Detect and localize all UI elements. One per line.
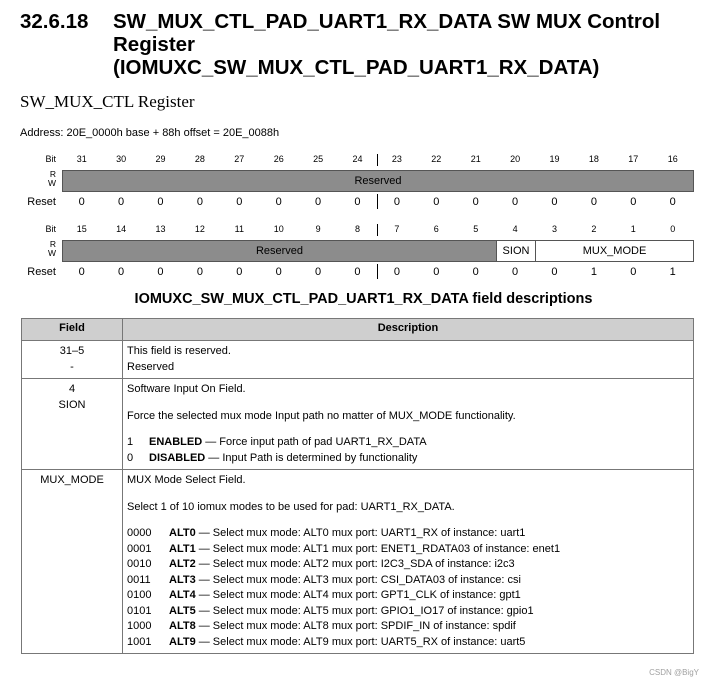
value-row bbox=[127, 588, 689, 604]
mux-mode-field: MUX_MODE bbox=[535, 240, 694, 262]
register-diagram-upper bbox=[0, 154, 707, 224]
value-name: ALT4 bbox=[169, 589, 196, 601]
reset-value: 0 bbox=[118, 266, 125, 278]
description-text: Reserved bbox=[127, 360, 175, 373]
value-list bbox=[127, 435, 689, 466]
rw-label bbox=[40, 170, 56, 188]
value-description: ENABLED — Force input path of pad UART1_RX_DATA bbox=[149, 436, 427, 448]
reset-value: 0 bbox=[236, 266, 243, 278]
title-line: (IOMUXC_SW_MUX_CTL_PAD_UART1_RX_DATA) bbox=[113, 56, 600, 79]
reset-value: 0 bbox=[551, 266, 558, 278]
value-description: ALT9 — Select mux mode: ALT9 mux port: UART5_RX of instance: uart5 bbox=[169, 635, 526, 648]
register-diagram-lower bbox=[0, 224, 707, 294]
description-cell bbox=[123, 470, 694, 654]
reset-value: 0 bbox=[78, 196, 85, 208]
reset-value: 0 bbox=[472, 266, 479, 278]
field-cell bbox=[22, 341, 123, 379]
reset-value: 0 bbox=[315, 196, 322, 208]
value-name: ALT2 bbox=[169, 558, 196, 570]
field-descriptions-table bbox=[21, 318, 694, 654]
reset-value: 0 bbox=[433, 266, 440, 278]
bit-number: 1 bbox=[630, 224, 636, 234]
bit-number: 30 bbox=[116, 154, 127, 164]
bit-number: 18 bbox=[588, 154, 599, 164]
value-code: 0001 bbox=[127, 542, 152, 555]
bit-number: 19 bbox=[549, 154, 560, 164]
bit-number: 14 bbox=[116, 224, 127, 234]
field-cell bbox=[22, 379, 123, 470]
bit-label: Bit bbox=[45, 224, 56, 234]
reset-value: 0 bbox=[669, 196, 676, 208]
reset-value: 0 bbox=[630, 266, 637, 278]
value-code: 0000 bbox=[127, 527, 152, 539]
bit-number: 7 bbox=[394, 224, 400, 234]
value-name: ALT0 bbox=[169, 527, 196, 539]
reset-value: 0 bbox=[590, 196, 597, 208]
reset-value: 0 bbox=[275, 266, 282, 278]
description-cell bbox=[123, 379, 694, 470]
reset-value: 0 bbox=[78, 266, 85, 278]
reset-value: 0 bbox=[551, 196, 558, 208]
bit-number: 23 bbox=[391, 154, 402, 164]
bit-number: 6 bbox=[433, 224, 439, 234]
reserved-field: Reserved bbox=[62, 240, 497, 262]
value-row bbox=[127, 557, 689, 573]
description-detail: Select 1 of 10 iomux modes to be used for pad: UART1_RX_DATA. bbox=[127, 500, 455, 513]
rw-label bbox=[40, 240, 56, 258]
bit-number: 22 bbox=[431, 154, 442, 164]
value-row bbox=[127, 573, 689, 589]
bit-number: 25 bbox=[313, 154, 324, 164]
reset-value: 0 bbox=[433, 196, 440, 208]
reset-value: 0 bbox=[630, 196, 637, 208]
reserved-field: Reserved bbox=[62, 170, 694, 192]
sion-field: SION bbox=[496, 240, 536, 262]
bit-number: 28 bbox=[194, 154, 205, 164]
value-description: ALT8 — Select mux mode: ALT8 mux port: SPDIF_IN of instance: spdif bbox=[169, 620, 516, 632]
value-description: ALT2 — Select mux mode: ALT2 mux port: I2C3_SDA of instance: i2c3 bbox=[169, 558, 515, 570]
field-column-header: Field bbox=[22, 319, 123, 341]
table-row bbox=[22, 470, 694, 654]
bit-number: 2 bbox=[591, 224, 597, 234]
value-row bbox=[127, 619, 689, 635]
bit-number: 17 bbox=[628, 154, 639, 164]
value-description: ALT5 — Select mux mode: ALT5 mux port: GPIO1_IO17 of instance: gpio1 bbox=[169, 604, 534, 617]
bit-number: 8 bbox=[354, 224, 360, 234]
r-label: R bbox=[49, 169, 56, 179]
description-column-header: Description bbox=[123, 319, 694, 341]
reset-value: 0 bbox=[275, 196, 282, 208]
value-code: 0101 bbox=[127, 604, 152, 617]
reset-value: 0 bbox=[393, 196, 400, 208]
reset-value: 0 bbox=[315, 266, 322, 278]
title-line: Register bbox=[113, 33, 196, 56]
bit-number: 5 bbox=[473, 224, 479, 234]
bit-number: 16 bbox=[667, 154, 678, 164]
reset-value: 1 bbox=[590, 266, 597, 278]
bit-number: 13 bbox=[155, 224, 166, 234]
bit-number: 24 bbox=[352, 154, 363, 164]
reset-value: 0 bbox=[118, 196, 125, 208]
value-name: ENABLED bbox=[149, 436, 203, 448]
field-name: - bbox=[70, 360, 74, 373]
value-row bbox=[127, 635, 689, 651]
table-row bbox=[22, 379, 694, 470]
table-title: IOMUXC_SW_MUX_CTL_PAD_UART1_RX_DATA field descriptions bbox=[134, 291, 593, 307]
register-subtitle: SW_MUX_CTL Register bbox=[20, 92, 195, 111]
table-row bbox=[22, 341, 694, 379]
value-name: ALT9 bbox=[169, 635, 196, 648]
bit-number: 0 bbox=[670, 224, 676, 234]
bit-number: 20 bbox=[510, 154, 521, 164]
value-list bbox=[127, 526, 689, 650]
bit-number: 29 bbox=[155, 154, 166, 164]
reset-value: 0 bbox=[196, 266, 203, 278]
value-code: 1000 bbox=[127, 620, 152, 632]
reset-value: 0 bbox=[354, 196, 361, 208]
watermark: CSDN @BigY bbox=[649, 668, 699, 677]
value-row bbox=[127, 435, 689, 451]
reset-value: 0 bbox=[393, 266, 400, 278]
description-intro: Software Input On Field. bbox=[127, 383, 246, 395]
value-name: ALT5 bbox=[169, 604, 196, 617]
value-code: 0011 bbox=[127, 573, 151, 586]
value-row bbox=[127, 526, 689, 542]
field-name: MUX_MODE bbox=[40, 474, 104, 486]
bit-label: Bit bbox=[45, 154, 56, 164]
reset-value: 1 bbox=[669, 266, 676, 278]
field-name: SION bbox=[58, 398, 86, 411]
reset-value: 0 bbox=[512, 266, 519, 278]
reset-value: 0 bbox=[157, 266, 164, 278]
value-code: 0010 bbox=[127, 558, 152, 570]
bit-number: 10 bbox=[273, 224, 284, 234]
description-text: This field is reserved. bbox=[127, 345, 231, 357]
bit-number: 3 bbox=[551, 224, 557, 234]
table-header-row bbox=[22, 319, 694, 341]
field-cell bbox=[22, 470, 123, 654]
bit-number: 11 bbox=[234, 224, 244, 234]
value-name: ALT1 bbox=[169, 542, 196, 555]
value-description: DISABLED — Input Path is determined by functionality bbox=[149, 451, 418, 464]
bit-number: 9 bbox=[315, 224, 321, 234]
description-detail: Force the selected mux mode Input path no matter of MUX_MODE functionality. bbox=[127, 409, 516, 422]
reset-value: 0 bbox=[472, 196, 479, 208]
value-code: 1001 bbox=[127, 635, 152, 648]
value-code: 0 bbox=[127, 451, 134, 464]
bit-number: 21 bbox=[470, 154, 481, 164]
value-name: ALT8 bbox=[169, 620, 196, 632]
reset-value: 0 bbox=[512, 196, 519, 208]
value-row bbox=[127, 542, 689, 558]
reset-label: Reset bbox=[27, 196, 56, 208]
reset-label: Reset bbox=[27, 266, 56, 278]
w-label: W bbox=[47, 248, 56, 258]
value-description: ALT3 — Select mux mode: ALT3 mux port: CSI_DATA03 of instance: csi bbox=[169, 573, 521, 586]
r-label: R bbox=[49, 239, 56, 249]
description-cell bbox=[123, 341, 694, 379]
bit-number: 27 bbox=[234, 154, 245, 164]
register-address: Address: 20E_0000h base + 88h offset = 20E_0088h bbox=[20, 127, 280, 139]
reset-value: 0 bbox=[354, 266, 361, 278]
value-row bbox=[127, 451, 689, 467]
value-row bbox=[127, 604, 689, 620]
value-description: ALT4 — Select mux mode: ALT4 mux port: GPT1_CLK of instance: gpt1 bbox=[169, 589, 521, 601]
w-label: W bbox=[47, 178, 56, 188]
reset-value: 0 bbox=[196, 196, 203, 208]
section-title-lines bbox=[113, 10, 660, 79]
bit-number: 4 bbox=[512, 224, 518, 234]
description-intro: MUX Mode Select Field. bbox=[127, 474, 246, 486]
bit-number: 31 bbox=[76, 154, 87, 164]
value-description: ALT1 — Select mux mode: ALT1 mux port: ENET1_RDATA03 of instance: enet1 bbox=[169, 542, 561, 555]
bit-number: 12 bbox=[194, 224, 205, 234]
title-line: SW_MUX_CTL_PAD_UART1_RX_DATA SW MUX Control bbox=[113, 10, 661, 33]
section-number: 32.6.18 bbox=[20, 10, 89, 33]
bit-number: 15 bbox=[76, 224, 87, 234]
value-code: 0100 bbox=[127, 589, 152, 601]
reset-value: 0 bbox=[157, 196, 164, 208]
reset-value: 0 bbox=[236, 196, 243, 208]
field-bits: 4 bbox=[68, 383, 76, 395]
value-name: DISABLED bbox=[149, 451, 206, 464]
field-bits: 31–5 bbox=[59, 345, 85, 357]
bit-number: 26 bbox=[273, 154, 284, 164]
value-name: ALT3 bbox=[169, 573, 196, 586]
value-code: 1 bbox=[127, 436, 134, 448]
value-description: ALT0 — Select mux mode: ALT0 mux port: UART1_RX of instance: uart1 bbox=[169, 527, 526, 539]
